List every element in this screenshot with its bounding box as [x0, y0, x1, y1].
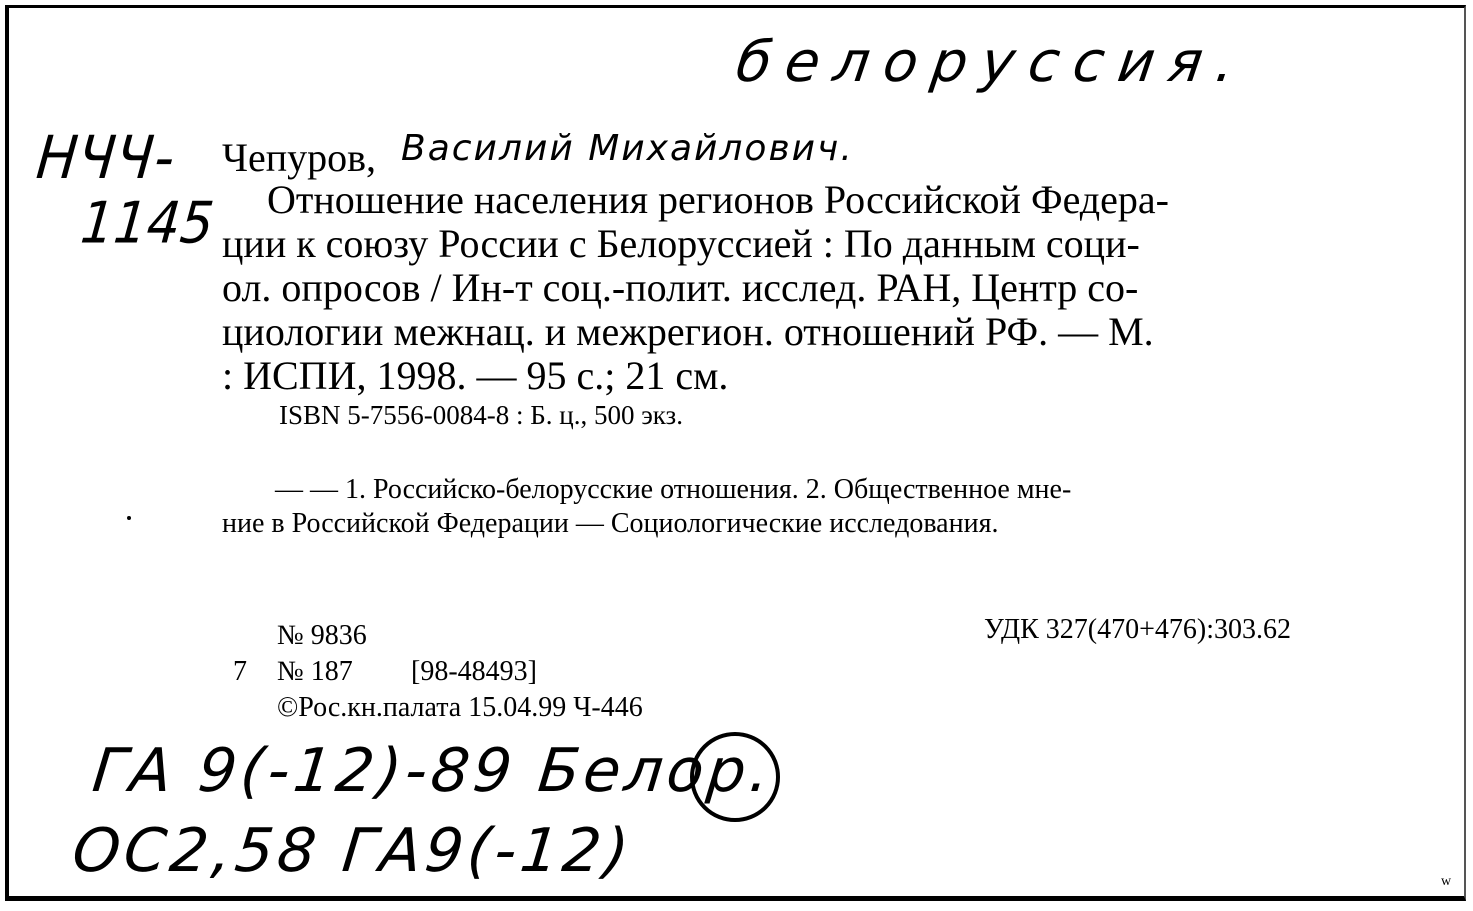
- udc-code: УДК 327(470+476):303.62: [984, 614, 1291, 645]
- accession-number: № 9836: [277, 620, 367, 651]
- handwritten-shelf-mark-line2: 1145: [77, 191, 217, 257]
- card-prefix: 7: [233, 656, 247, 687]
- catalog-card: [5, 5, 1466, 901]
- corner-mark: w: [1441, 874, 1452, 889]
- handwritten-classification-line2: ОС2,58 ГА9(-12): [69, 816, 636, 886]
- copyright-line: ©Рос.кн.палата 15.04.99 Ч-446: [277, 692, 643, 723]
- description-line: ол. опросов / Ин-т соц.-полит. исслед. РАН, Центр со-: [222, 265, 1139, 310]
- description-line: : ИСПИ, 1998. — 95 с.; 21 см.: [222, 353, 729, 398]
- handwritten-author-given-names: Василий Михайлович.: [401, 128, 854, 169]
- subject-line: ние в Российской Федерации — Социологические исследования.: [222, 508, 999, 539]
- ink-dot: [127, 516, 131, 520]
- description-line: Отношение населения регионов Российской Федера-: [267, 177, 1169, 222]
- description-line: циологии межнац. и межрегион. отношений РФ. — М.: [222, 309, 1154, 354]
- subject-line: — — 1. Российско-белорусские отношения. 2. Общественное мне-: [275, 474, 1072, 505]
- handwritten-shelf-mark-line1: НЧЧ-: [33, 122, 179, 193]
- circle-mark-icon: [690, 732, 780, 822]
- handwritten-classification-line1: ГА 9(-12)-89 Белор.: [89, 736, 777, 806]
- handwritten-subject-heading: белоруссия.: [732, 30, 1253, 95]
- author-surname: Чепуров,: [222, 135, 377, 180]
- card-number: № 187: [277, 656, 353, 687]
- description-line: ции к союзу России с Белоруссией : По данным соци-: [222, 221, 1140, 266]
- card-id: [98-48493]: [411, 656, 537, 687]
- isbn-line: ISBN 5-7556-0084-8 : Б. ц., 500 экз.: [279, 400, 683, 430]
